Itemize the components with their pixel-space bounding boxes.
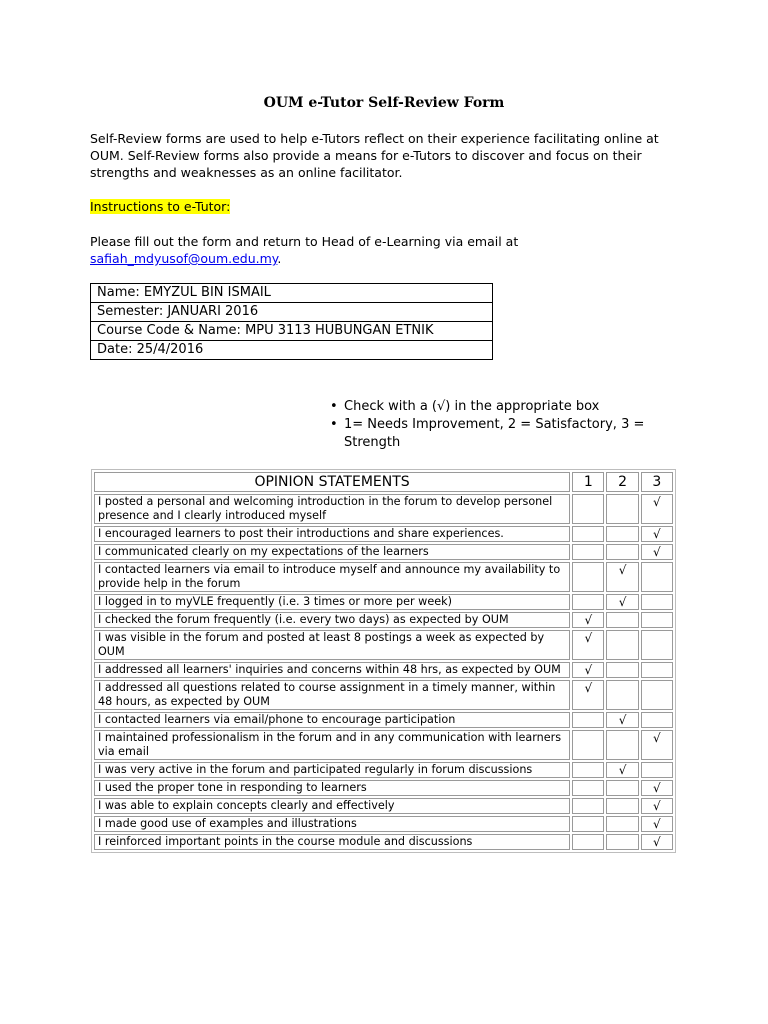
statement-cell: I addressed all learners' inquiries and concerns within 48 hrs, as expected by OUM — [94, 662, 570, 678]
rating-cell-3[interactable] — [641, 834, 673, 850]
table-row — [94, 816, 673, 832]
opinion-body — [94, 494, 673, 850]
form-title: OUM e-Tutor Self-Review Form — [263, 95, 505, 111]
bullet-text: 1= Needs Improvement, 2 = Satisfactory, 3 = Strength — [344, 417, 645, 450]
rating-instructions — [330, 398, 680, 452]
rating-cell-3[interactable] — [641, 662, 673, 678]
opinion-header-row — [94, 472, 673, 492]
rating-cell-3[interactable] — [641, 730, 673, 760]
info-name: Name: EMYZUL BIN ISMAIL — [91, 284, 493, 303]
statement-cell: I was very active in the forum and participated regularly in forum discussions — [94, 762, 570, 778]
rating-cell-1[interactable] — [572, 544, 604, 560]
table-row — [94, 680, 673, 710]
statement-cell: I reinforced important points in the course module and discussions — [94, 834, 570, 850]
table-row — [94, 834, 673, 850]
rating-cell-2[interactable] — [606, 798, 638, 814]
rating-cell-1[interactable] — [572, 712, 604, 728]
check-mark-icon: √ — [653, 545, 661, 559]
opinion-header: OPINION STATEMENTS — [94, 472, 570, 492]
table-row — [94, 630, 673, 660]
bullet-icon: • — [330, 399, 338, 414]
rating-cell-3[interactable] — [641, 816, 673, 832]
statement-cell: I made good use of examples and illustrations — [94, 816, 570, 832]
rating-cell-1[interactable] — [572, 494, 604, 524]
check-mark-icon: √ — [584, 631, 593, 645]
statement-cell: I checked the forum frequently (i.e. every two days) as expected by OUM — [94, 612, 570, 628]
rating-header-3: 3 — [641, 472, 673, 492]
check-mark-icon: √ — [653, 527, 661, 541]
check-mark-icon: √ — [653, 495, 661, 509]
opinion-table — [91, 469, 676, 853]
rating-cell-1[interactable] — [572, 762, 604, 778]
email-link[interactable]: safiah_mdyusof@oum.edu.my — [90, 251, 278, 266]
instructions-heading — [90, 198, 230, 215]
rating-cell-3[interactable] — [641, 712, 673, 728]
table-row — [94, 712, 673, 728]
statement-cell: I used the proper tone in responding to learners — [94, 780, 570, 796]
rating-cell-2[interactable] — [606, 762, 638, 778]
email-suffix: . — [277, 251, 282, 266]
table-row — [94, 526, 673, 542]
rating-cell-3[interactable] — [641, 630, 673, 660]
rating-cell-1[interactable] — [572, 798, 604, 814]
intro-paragraph: Self-Review forms are used to help e-Tutors reflect on their experience facilitating online at OUM. Self-Review forms also provide a means for e-Tutors to discover and focus on their strengths and weaknesses as an online facilitator. — [90, 131, 659, 180]
rating-cell-3[interactable] — [641, 762, 673, 778]
check-mark-icon: √ — [653, 799, 661, 813]
rating-cell-1[interactable] — [572, 816, 604, 832]
rating-cell-2[interactable] — [606, 544, 638, 560]
check-mark-icon: √ — [653, 781, 661, 795]
bullet-text: Check with a (√) in the appropriate box — [344, 399, 600, 414]
instructions-heading-text: Instructions to e-Tutor: — [90, 199, 231, 214]
rating-cell-2[interactable] — [606, 494, 638, 524]
statement-cell: I contacted learners via email to introduce myself and announce my availability to provide help in the forum — [94, 562, 570, 592]
rating-cell-2[interactable] — [606, 630, 638, 660]
rating-cell-1[interactable] — [572, 594, 604, 610]
statement-cell: I communicated clearly on my expectations of the learners — [94, 544, 570, 560]
check-mark-icon: √ — [618, 763, 627, 777]
table-row — [94, 494, 673, 524]
rating-cell-3[interactable] — [641, 544, 673, 560]
rating-cell-3[interactable] — [641, 798, 673, 814]
rating-header-2: 2 — [606, 472, 638, 492]
rating-cell-3[interactable] — [641, 612, 673, 628]
rating-cell-1[interactable] — [572, 662, 604, 678]
rating-cell-2[interactable] — [606, 612, 638, 628]
bullet-icon: • — [330, 417, 338, 432]
check-mark-icon: √ — [653, 835, 661, 849]
tutor-info-table — [90, 283, 493, 360]
rating-cell-1[interactable] — [572, 612, 604, 628]
table-row — [94, 762, 673, 778]
check-mark-icon: √ — [584, 613, 593, 627]
fill-instructions — [90, 233, 690, 267]
info-date: Date: 25/4/2016 — [91, 341, 493, 360]
rating-cell-2[interactable] — [606, 680, 638, 710]
rating-cell-2[interactable] — [606, 662, 638, 678]
check-mark-icon: √ — [618, 713, 627, 727]
rating-cell-3[interactable] — [641, 594, 673, 610]
rating-cell-2[interactable] — [606, 712, 638, 728]
table-row — [94, 730, 673, 760]
table-row — [94, 562, 673, 592]
table-row — [94, 662, 673, 678]
statement-cell: I was visible in the forum and posted at least 8 postings a week as expected by OUM — [94, 630, 570, 660]
rating-cell-1[interactable] — [572, 526, 604, 542]
statement-cell: I maintained professionalism in the forum and in any communication with learners via email — [94, 730, 570, 760]
check-mark-icon: √ — [584, 681, 593, 695]
table-row — [94, 544, 673, 560]
fill-text: Please fill out the form and return to Head of e-Learning via email at — [90, 234, 519, 249]
bullet-item — [330, 398, 680, 416]
statement-cell: I contacted learners via email/phone to encourage participation — [94, 712, 570, 728]
rating-cell-2[interactable] — [606, 730, 638, 760]
rating-cell-1[interactable] — [572, 562, 604, 592]
statement-cell: I addressed all questions related to course assignment in a timely manner, within 48 hours, as expected by OUM — [94, 680, 570, 710]
statement-cell: I posted a personal and welcoming introduction in the forum to develop personel presence and I clearly introduced myself — [94, 494, 570, 524]
rating-cell-2[interactable] — [606, 780, 638, 796]
rating-cell-3[interactable] — [641, 780, 673, 796]
rating-cell-2[interactable] — [606, 816, 638, 832]
check-mark-icon: √ — [653, 817, 661, 831]
bullet-item — [330, 416, 680, 452]
rating-cell-1[interactable] — [572, 730, 604, 760]
rating-cell-1[interactable] — [572, 680, 604, 710]
check-mark-icon: √ — [584, 663, 593, 677]
rating-header-1: 1 — [572, 472, 604, 492]
rating-cell-3[interactable] — [641, 494, 673, 524]
table-row — [94, 780, 673, 796]
rating-cell-1[interactable] — [572, 834, 604, 850]
rating-cell-2[interactable] — [606, 562, 638, 592]
table-row — [94, 612, 673, 628]
check-mark-icon: √ — [618, 563, 627, 577]
info-semester: Semester: JANUARI 2016 — [91, 303, 493, 322]
rating-cell-2[interactable] — [606, 594, 638, 610]
info-course: Course Code & Name: MPU 3113 HUBUNGAN ETNIK — [91, 322, 493, 341]
statement-cell: I encouraged learners to post their introductions and share experiences. — [94, 526, 570, 542]
rating-cell-3[interactable] — [641, 562, 673, 592]
statement-cell: I was able to explain concepts clearly and effectively — [94, 798, 570, 814]
rating-cell-2[interactable] — [606, 526, 638, 542]
table-row — [94, 798, 673, 814]
check-mark-icon: √ — [653, 731, 661, 745]
table-row — [94, 594, 673, 610]
statement-cell: I logged in to myVLE frequently (i.e. 3 times or more per week) — [94, 594, 570, 610]
rating-cell-1[interactable] — [572, 780, 604, 796]
rating-cell-1[interactable] — [572, 630, 604, 660]
rating-cell-2[interactable] — [606, 834, 638, 850]
rating-cell-3[interactable] — [641, 526, 673, 542]
rating-cell-3[interactable] — [641, 680, 673, 710]
check-mark-icon: √ — [618, 595, 627, 609]
